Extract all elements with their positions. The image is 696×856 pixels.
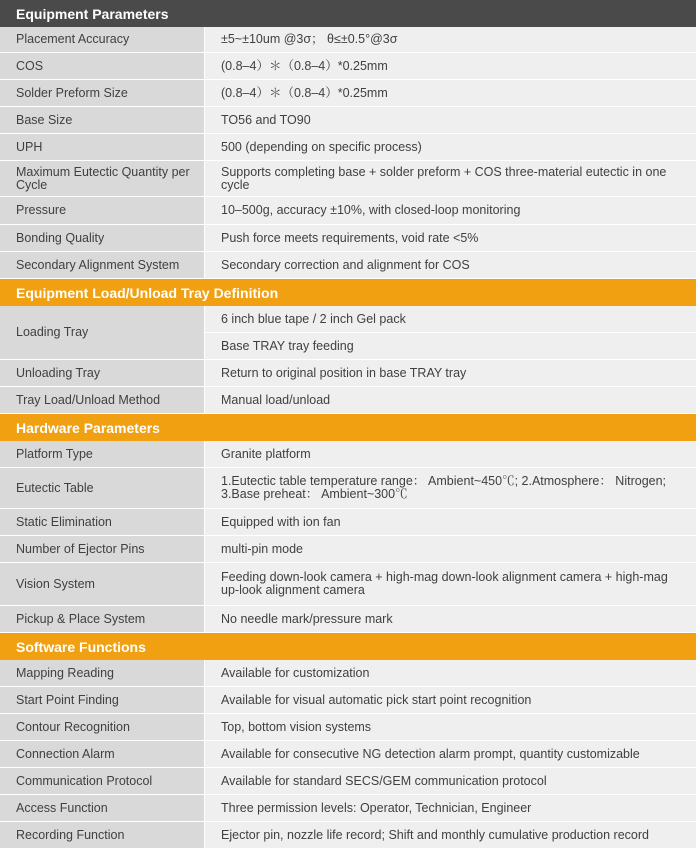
- row-value: TO56 and TO90: [205, 107, 696, 133]
- table-row: [0, 161, 696, 197]
- row-label: Connection Alarm: [0, 741, 205, 767]
- table-row: [0, 441, 696, 468]
- row-label: Vision System: [0, 563, 205, 605]
- row-label: Access Function: [0, 795, 205, 821]
- row-label: Recording Function: [0, 822, 205, 848]
- row-label: Base Size: [0, 107, 205, 133]
- table-row: [0, 360, 696, 387]
- row-value: No needle mark/pressure mark: [205, 606, 696, 632]
- row-label: UPH: [0, 134, 205, 160]
- table-row: [0, 795, 696, 822]
- row-value: Available for consecutive NG detection alarm prompt, quantity customizable: [205, 741, 696, 767]
- row-value: Equipped with ion fan: [205, 509, 696, 535]
- table-row: [0, 27, 696, 53]
- row-value: Base TRAY tray feeding: [205, 333, 696, 359]
- row-value: Available for customization: [205, 660, 696, 686]
- row-value: 6 inch blue tape / 2 inch Gel pack: [205, 306, 696, 333]
- row-value: (0.8–4）＊（0.8–4）*0.25mm: [205, 80, 696, 106]
- table-row: [0, 306, 696, 360]
- table-row: [0, 107, 696, 134]
- row-value: Manual load/unload: [205, 387, 696, 413]
- row-label: Unloading Tray: [0, 360, 205, 386]
- row-value: Supports completing base + solder preform + COS three-material eutectic in one cycle: [205, 161, 696, 196]
- section-header-software-functions: Software Functions: [0, 633, 696, 660]
- row-label: Placement Accuracy: [0, 27, 205, 52]
- row-label: Maximum Eutectic Quantity per Cycle: [0, 161, 205, 196]
- row-value: Available for standard SECS/GEM communication protocol: [205, 768, 696, 794]
- section-header-hardware-parameters: Hardware Parameters: [0, 414, 696, 441]
- table-row: [0, 197, 696, 225]
- row-label: Number of Ejector Pins: [0, 536, 205, 562]
- row-value: 500 (depending on specific process): [205, 134, 696, 160]
- row-label: Bonding Quality: [0, 225, 205, 251]
- table-row: [0, 714, 696, 741]
- table-row: [0, 53, 696, 80]
- table-row: [0, 387, 696, 414]
- row-label: Loading Tray: [0, 306, 205, 359]
- row-label: Contour Recognition: [0, 714, 205, 740]
- table-row: [0, 468, 696, 509]
- row-value: Granite platform: [205, 441, 696, 467]
- row-value: (0.8–4）＊（0.8–4）*0.25mm: [205, 53, 696, 79]
- section-header-equipment-load-unload-tray-definition: Equipment Load/Unload Tray Definition: [0, 279, 696, 306]
- row-label: Communication Protocol: [0, 768, 205, 794]
- row-label: COS: [0, 53, 205, 79]
- row-label: Start Point Finding: [0, 687, 205, 713]
- row-value: 10–500g, accuracy ±10%, with closed-loop monitoring: [205, 197, 696, 224]
- row-label: Platform Type: [0, 441, 205, 467]
- row-value: Top, bottom vision systems: [205, 714, 696, 740]
- table-row: [0, 509, 696, 536]
- row-label: Mapping Reading: [0, 660, 205, 686]
- table-row: [0, 741, 696, 768]
- row-values: [205, 306, 696, 359]
- table-row: [0, 225, 696, 252]
- table-row: [0, 134, 696, 161]
- row-label: Pressure: [0, 197, 205, 224]
- table-row: [0, 563, 696, 606]
- row-value: Feeding down-look camera + high-mag down-look alignment camera + high-mag up-look alignment camera: [205, 563, 696, 605]
- table-row: [0, 822, 696, 849]
- table-row: [0, 768, 696, 795]
- row-value: Secondary correction and alignment for COS: [205, 252, 696, 278]
- table-row: [0, 687, 696, 714]
- table-row: [0, 80, 696, 107]
- table-row: [0, 252, 696, 279]
- row-value: Push force meets requirements, void rate <5%: [205, 225, 696, 251]
- row-label: Eutectic Table: [0, 468, 205, 508]
- row-value: Available for visual automatic pick start point recognition: [205, 687, 696, 713]
- section-header-equipment-parameters: Equipment Parameters: [0, 0, 696, 27]
- row-value: multi-pin mode: [205, 536, 696, 562]
- row-value: Return to original position in base TRAY tray: [205, 360, 696, 386]
- row-label: Static Elimination: [0, 509, 205, 535]
- row-value: Ejector pin, nozzle life record; Shift and monthly cumulative production record: [205, 822, 696, 848]
- table-row: [0, 536, 696, 563]
- row-label: Pickup & Place System: [0, 606, 205, 632]
- row-label: Secondary Alignment System: [0, 252, 205, 278]
- row-value: Three permission levels: Operator, Technician, Engineer: [205, 795, 696, 821]
- row-value: ±5~±10um @3σ； θ≤±0.5°@3σ: [205, 27, 696, 52]
- row-label: Tray Load/Unload Method: [0, 387, 205, 413]
- row-label: Solder Preform Size: [0, 80, 205, 106]
- table-row: [0, 606, 696, 633]
- row-value: 1.Eutectic table temperature range： Ambient~450℃; 2.Atmosphere： Nitrogen; 3.Base preheat： Ambient~300℃: [205, 468, 696, 508]
- table-row: [0, 660, 696, 687]
